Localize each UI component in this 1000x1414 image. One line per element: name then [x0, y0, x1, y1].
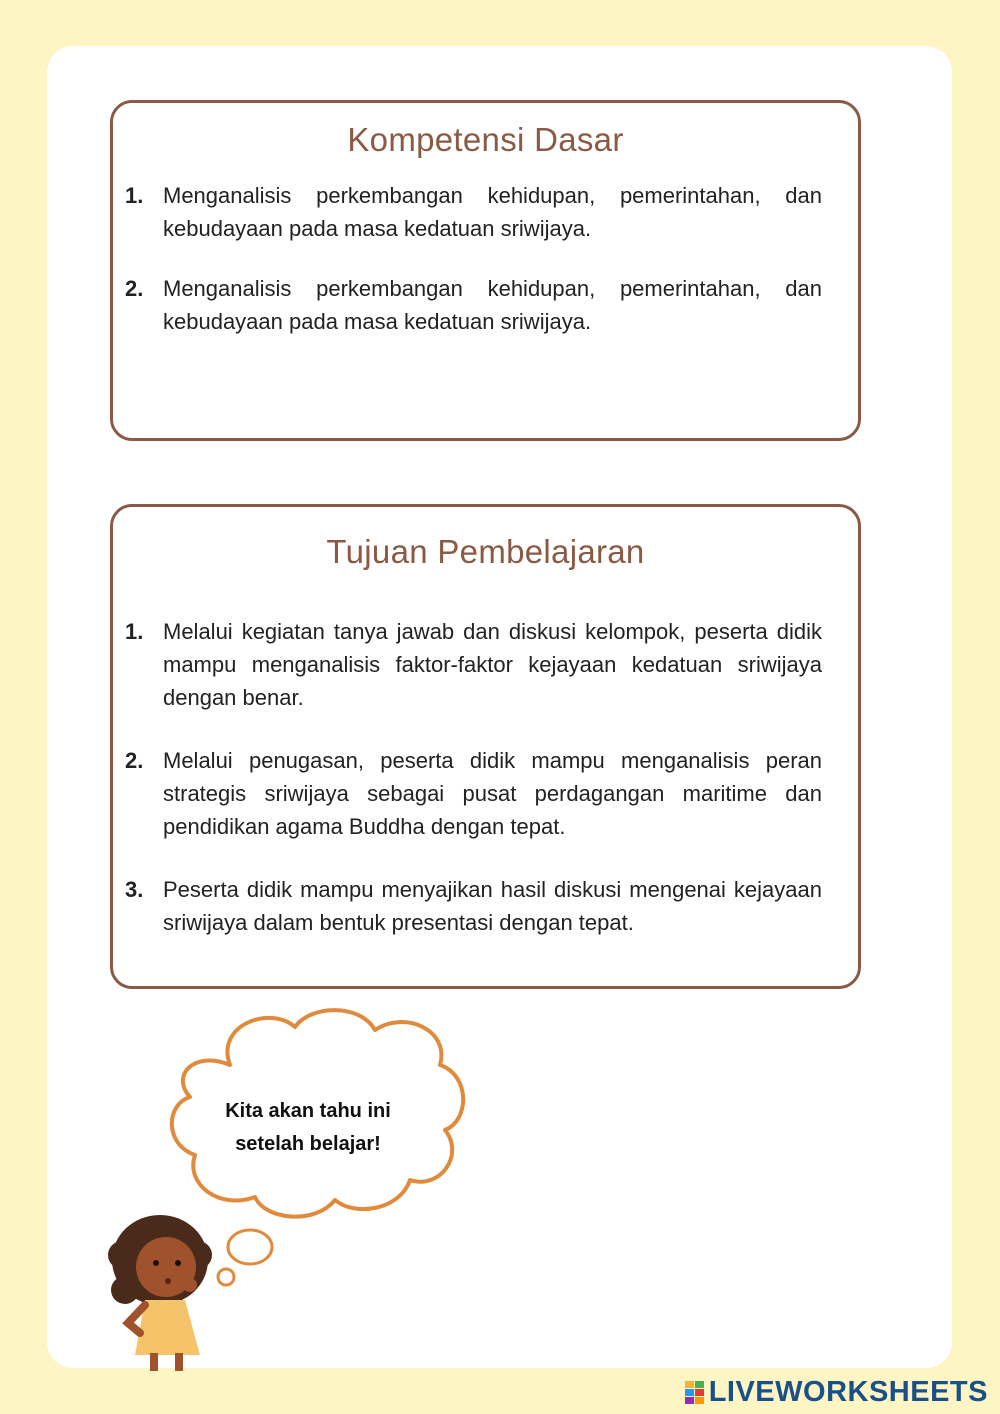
liveworksheets-brand[interactable] — [685, 1376, 988, 1409]
thinking-girl-illustration — [100, 1205, 280, 1375]
list-item — [125, 615, 822, 714]
item-text: Menganalisis perkembangan kehidupan, pemerintahan, dan kebudayaan pada masa kedatuan sriwijaya. — [163, 183, 822, 241]
item-number: 2. — [125, 748, 144, 773]
item-number: 1. — [125, 183, 144, 208]
list-item — [125, 873, 822, 939]
thought-line-1: Kita akan tahu ini — [225, 1100, 391, 1122]
list-item — [125, 179, 822, 245]
item-number: 3. — [125, 877, 144, 902]
thought-line-2: setelah belajar! — [235, 1133, 381, 1155]
item-text: Menganalisis perkembangan kehidupan, pemerintahan, dan kebudayaan pada masa kedatuan sriwijaya. — [163, 276, 822, 334]
tujuan-pembelajaran-title: Tujuan Pembelajaran — [326, 533, 645, 570]
kompetensi-dasar-list — [113, 179, 858, 338]
item-text: Melalui kegiatan tanya jawab dan diskusi kelompok, peserta didik mampu menganalisis faktor-faktor kejayaan kedatuan sriwijaya dengan benar. — [163, 619, 822, 710]
item-text: Melalui penugasan, peserta didik mampu menganalisis peran strategis sriwijaya sebagai pusat perdagangan maritime dan pendidikan agama Buddha dengan tepat. — [163, 748, 822, 839]
kompetensi-dasar-title: Kompetensi Dasar — [347, 121, 624, 158]
thought-bubble-text — [190, 1095, 426, 1161]
item-number: 1. — [125, 619, 144, 644]
tujuan-pembelajaran-box — [110, 504, 861, 989]
kompetensi-dasar-box — [110, 100, 861, 441]
list-item — [125, 272, 822, 338]
item-text: Peserta didik mampu menyajikan hasil diskusi mengenai kejayaan sriwijaya dalam bentuk presentasi dengan tepat. — [163, 877, 822, 935]
item-number: 2. — [125, 276, 144, 301]
liveworksheets-logo-icon — [685, 1381, 705, 1405]
list-item — [125, 744, 822, 843]
tujuan-pembelajaran-list — [113, 615, 858, 939]
brand-name: LIVEWORKSHEETS — [708, 1376, 988, 1408]
